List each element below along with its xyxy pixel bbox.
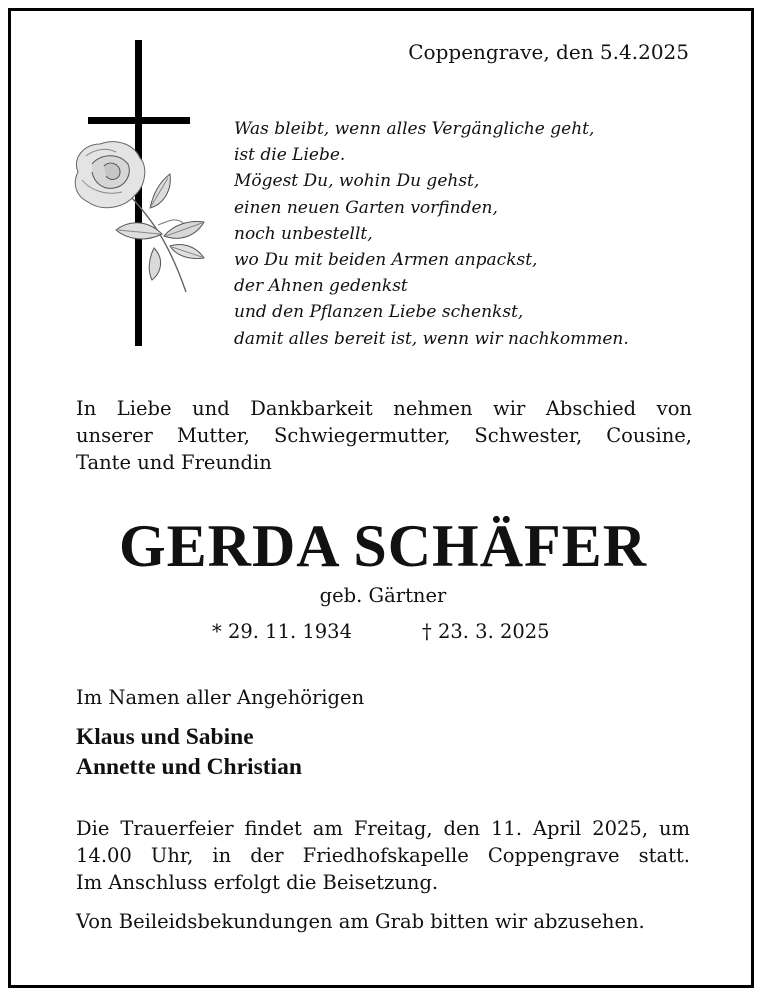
cross-with-rose [58,40,218,350]
intro-line: unserer Mutter, Schwiegermutter, Schwester, Cousine, [76,424,692,447]
intro-line: In Liebe und Dankbarkeit nehmen wir Abschied von [76,397,692,420]
condolence-note: Von Beileidsbekundungen am Grab bitten wir abzusehen. [76,910,645,933]
death-date: † 23. 3. 2025 [422,620,550,643]
birth-date: * 29. 11. 1934 [212,620,352,643]
service-info [76,815,690,896]
poem-line: einen neuen Garten vorfinden, [234,197,498,218]
poem-line: damit alles bereit ist, wenn wir nachkommen. [234,328,629,349]
poem-line: noch unbestellt, [234,223,373,244]
poem-line: Mögest Du, wohin Du gehst, [234,171,480,192]
service-line: 14.00 Uhr, in der Friedhofskapelle Coppengrave statt. [76,844,690,867]
on-behalf-text: Im Namen aller Angehörigen [76,686,365,709]
service-line: Die Trauerfeier findet am Freitag, den 11. April 2025, um [76,817,690,840]
family-names [76,722,302,782]
poem-line: ist die Liebe. [234,145,346,166]
poem-line: und den Pflanzen Liebe schenkst, [234,302,524,323]
family-line: Klaus und Sabine [76,724,254,750]
intro-text [76,395,692,476]
poem-line: der Ahnen gedenkst [234,276,408,297]
family-line: Annette und Christian [76,754,302,780]
poem [234,116,629,352]
poem-line: Was bleibt, wenn alles Vergängliche geht, [234,119,595,139]
poem-line: wo Du mit beiden Armen anpackst, [234,250,538,271]
place-date: Coppengrave, den 5.4.2025 [408,40,689,64]
maiden-name: geb. Gärtner [319,584,447,607]
deceased-name: GERDA SCHÄFER [118,513,648,579]
service-line: Im Anschluss erfolgt die Beisetzung. [76,871,439,894]
intro-line: Tante und Freundin [76,451,272,474]
